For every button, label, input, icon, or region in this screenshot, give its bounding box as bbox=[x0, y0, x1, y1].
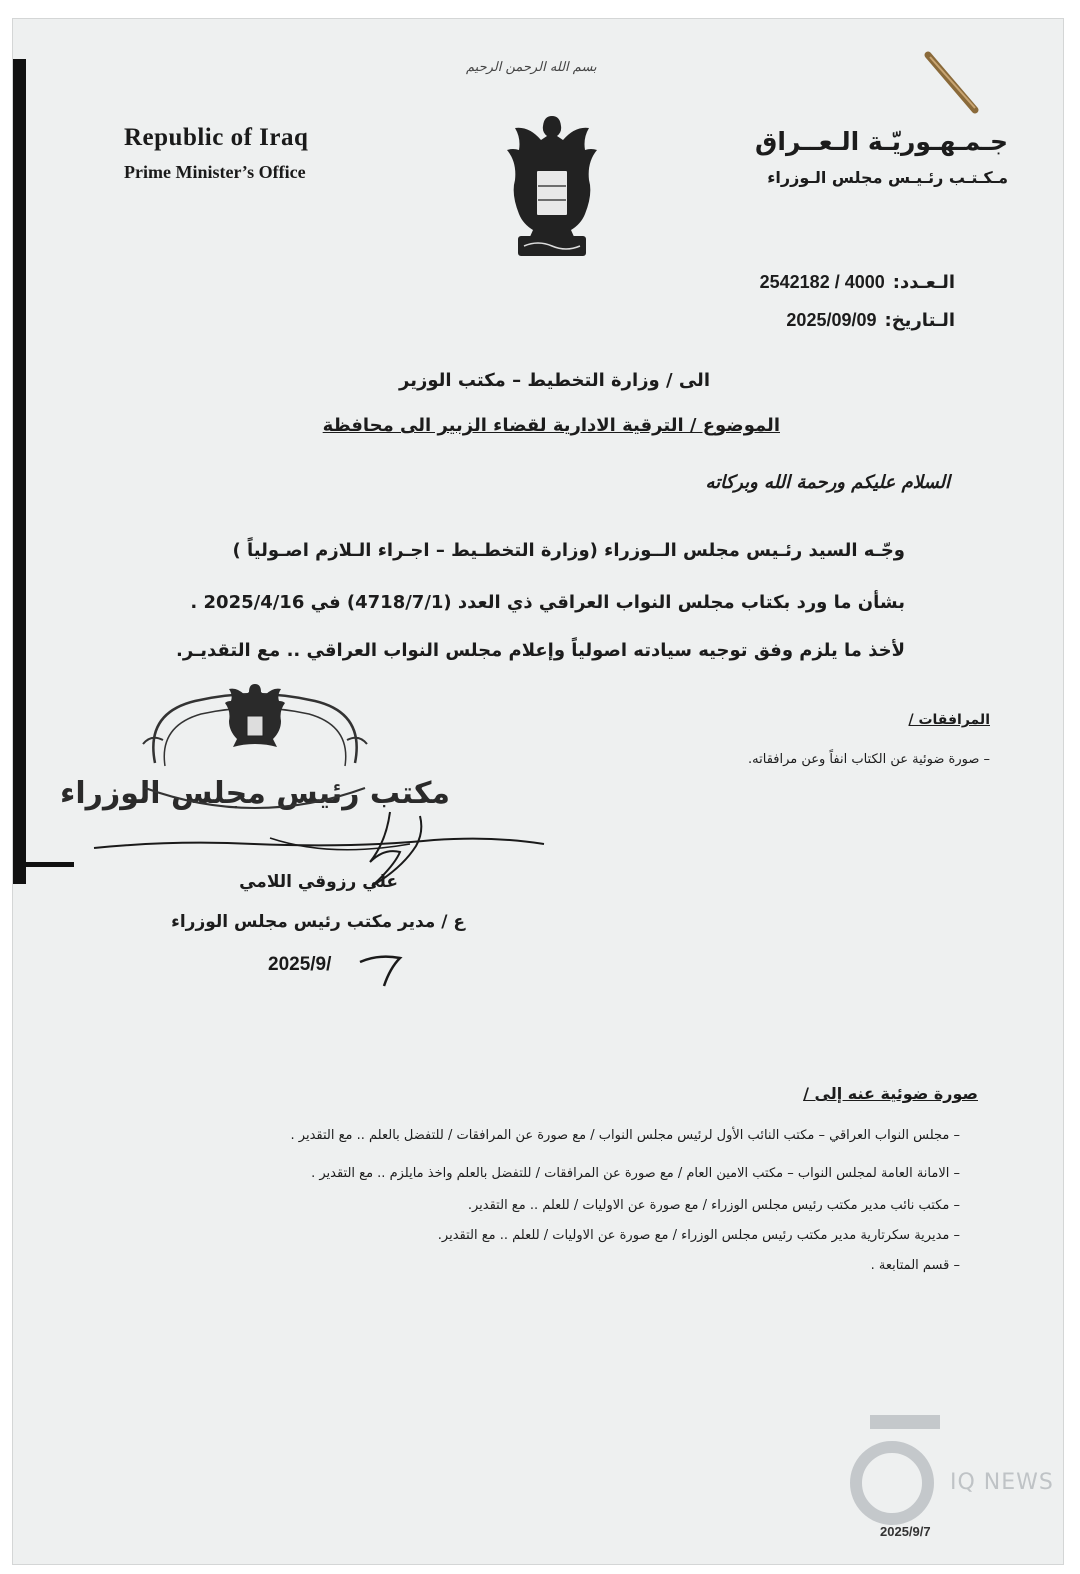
header-arabic-subtitle: مـكـتـب رئـيـس مجلس الـوزراء bbox=[767, 168, 1008, 187]
body-paragraph-2: بشأن ما ورد بكتاب مجلس النواب العراقي ذي العدد (4718/7/1) في 2025/4/16 . bbox=[190, 592, 905, 613]
left-binding-bar bbox=[13, 59, 26, 884]
body-paragraph-1: وجّـه السيد رئـيس مجلس الــوزراء (وزارة التخطـيط – اجـراء الـلازم اصـولياً ) bbox=[232, 540, 905, 561]
copy-recipient-1: – مجلس النواب العراقي – مكتب النائب الأول لرئيس مجلس النواب / مع صورة عن المرافقات / للتفضل بالعلم .. مع التقدير . bbox=[290, 1128, 960, 1143]
iraq-eagle-emblem-icon bbox=[500, 108, 604, 268]
signature-date: 2025/9/ bbox=[268, 954, 332, 975]
copy-recipient-3: – مكتب نائب مدير مكتب رئيس مجلس الوزراء / مع صورة عن الاوليات / للعلم .. مع التقدير. bbox=[467, 1198, 960, 1213]
attachments-item: – صورة ضوئية عن الكتاب انفاً وعن مرافقاته. bbox=[748, 752, 990, 767]
document-date-value: 2025/09/09 bbox=[786, 310, 877, 330]
document-number-label: الـعـدد: bbox=[892, 272, 955, 293]
watermark-text: IQ NEWS bbox=[950, 1470, 1054, 1495]
signatory-name: علي رزوقي اللامي bbox=[239, 872, 398, 892]
copies-heading: صورة ضوئية عنه إلى / bbox=[803, 1084, 978, 1103]
basmala-calligraphy: بسم الله الرحمن الرحيم bbox=[466, 60, 597, 75]
copy-recipient-2: – الامانة العامة لمجلس النواب – مكتب الامين العام / مع صورة عن المرافقات / للتفضل بالعلم واخذ مايلزم .. مع التقدير . bbox=[311, 1166, 960, 1181]
seal-text: مكتب رئيس مجلس الوزراء bbox=[60, 776, 450, 811]
header-english-title: Republic of Iraq bbox=[124, 124, 309, 151]
greeting-line: السلام عليكم ورحمة الله وبركاته bbox=[705, 472, 950, 493]
iq-news-watermark-logo-icon bbox=[840, 1405, 950, 1535]
signatory-title: ع / مدير مكتب رئيس مجلس الوزراء bbox=[171, 912, 465, 932]
header-english-subtitle: Prime Minister’s Office bbox=[124, 162, 306, 182]
body-paragraph-3: لأخذ ما يلزم وفق توجيه سيادته اصولياً وإعلام مجلس النواب العراقي .. مع التقديـر. bbox=[176, 640, 905, 661]
handwritten-day-mark bbox=[356, 948, 412, 992]
copy-recipient-4: – مديرية سكرتارية مدير مكتب رئيس مجلس الوزراء / مع صورة عن الاوليات / للعلم .. مع التقدير. bbox=[437, 1228, 960, 1243]
left-fold-mark bbox=[26, 862, 74, 867]
footer-stamp-date: 2025/9/7 bbox=[880, 1524, 931, 1539]
addressee-line: الى / وزارة التخطيط – مكتب الوزير bbox=[399, 370, 710, 391]
document-date-label: الـتاريخ: bbox=[884, 310, 955, 331]
document-date-row bbox=[786, 310, 955, 331]
header-arabic-title: جـمـهـوريّـة الـعــراق bbox=[755, 127, 1008, 156]
document-number-value: 4000 / 2542182 bbox=[759, 272, 885, 292]
pen-stroke-mark bbox=[920, 50, 990, 120]
subject-line: الموضوع / الترقية الادارية لقضاء الزبير الى محافظة bbox=[322, 415, 780, 436]
attachments-heading: المرافقات / bbox=[908, 712, 990, 728]
handwritten-day-text: 7 bbox=[408, 988, 409, 989]
copy-recipient-5: – قسم المتابعة . bbox=[870, 1258, 960, 1273]
document-number-row bbox=[760, 272, 955, 293]
